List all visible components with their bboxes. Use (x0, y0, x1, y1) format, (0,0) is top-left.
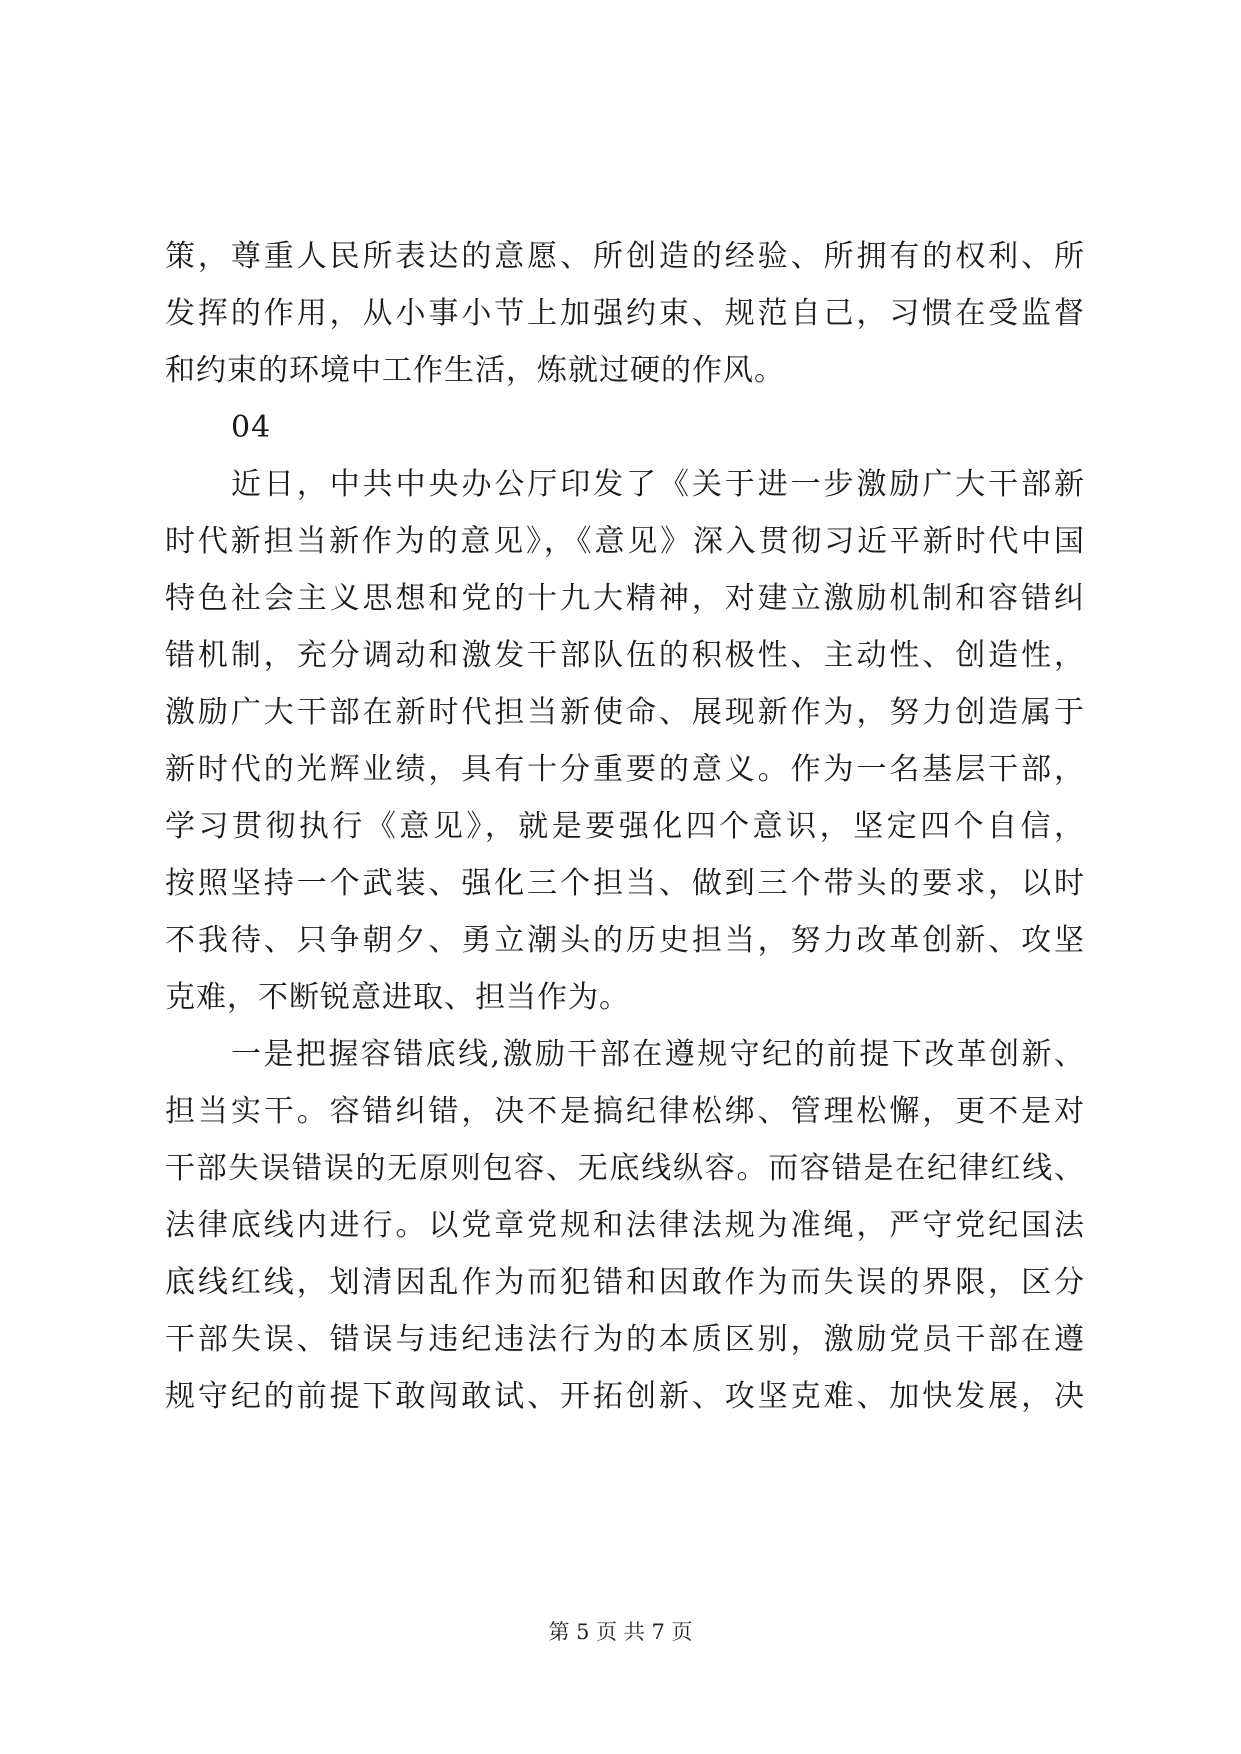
text-line: 一是把握容错底线,激励干部在遵规守纪的前提下改革创新、 (231, 1037, 1085, 1072)
text-line: 激励广大干部在新时代担当新使命、展现新作为，努力创造属于 (165, 695, 1085, 730)
text-line: 错机制，充分调动和激发干部队伍的积极性、主动性、创造性， (165, 638, 1085, 673)
text-line: 时代新担当新作为的意见》，《意见》深入贯彻习近平新时代中国 (165, 524, 1085, 559)
text-line: 干部失误错误的无原则包容、无底线纵容。而容错是在纪律红线、 (165, 1151, 1085, 1186)
text-line: 干部失误、错误与违纪违法行为的本质区别，激励党员干部在遵 (165, 1322, 1085, 1357)
text-line: 法律底线内进行。以党章党规和法律法规为准绳，严守党纪国法 (165, 1208, 1085, 1243)
section-number: 04 (231, 410, 272, 445)
page-number-footer: 第 5 页 共 7 页 (548, 1620, 693, 1644)
text-line: 克难，不断锐意进取、担当作为。 (165, 980, 630, 1015)
document-body (165, 228, 1085, 1425)
text-line: 和约束的环境中工作生活，炼就过硬的作风。 (165, 353, 785, 388)
text-line: 发挥的作用，从小事小节上加强约束、规范自己，习惯在受监督 (165, 296, 1085, 331)
text-line: 规守纪的前提下敢闯敢试、开拓创新、攻坚克难、加快发展，决 (165, 1379, 1085, 1414)
text-line: 担当实干。容错纠错，决不是搞纪律松绑、管理松懈，更不是对 (165, 1094, 1085, 1129)
text-line: 特色社会主义思想和党的十九大精神，对建立激励机制和容错纠 (165, 581, 1085, 616)
text-line: 学习贯彻执行《意见》，就是要强化四个意识，坚定四个自信， (165, 809, 1085, 844)
text-line: 不我待、只争朝夕、勇立潮头的历史担当，努力改革创新、攻坚 (165, 923, 1085, 958)
text-line: 近日，中共中央办公厅印发了《关于进一步激励广大干部新 (231, 467, 1085, 502)
text-line: 新时代的光辉业绩，具有十分重要的意义。作为一名基层干部， (165, 752, 1085, 787)
text-line: 策，尊重人民所表达的意愿、所创造的经验、所拥有的权利、所 (165, 239, 1085, 274)
text-line: 按照坚持一个武装、强化三个担当、做到三个带头的要求，以时 (165, 866, 1085, 901)
text-line: 底线红线，划清因乱作为而犯错和因敢作为而失误的界限，区分 (165, 1265, 1085, 1300)
